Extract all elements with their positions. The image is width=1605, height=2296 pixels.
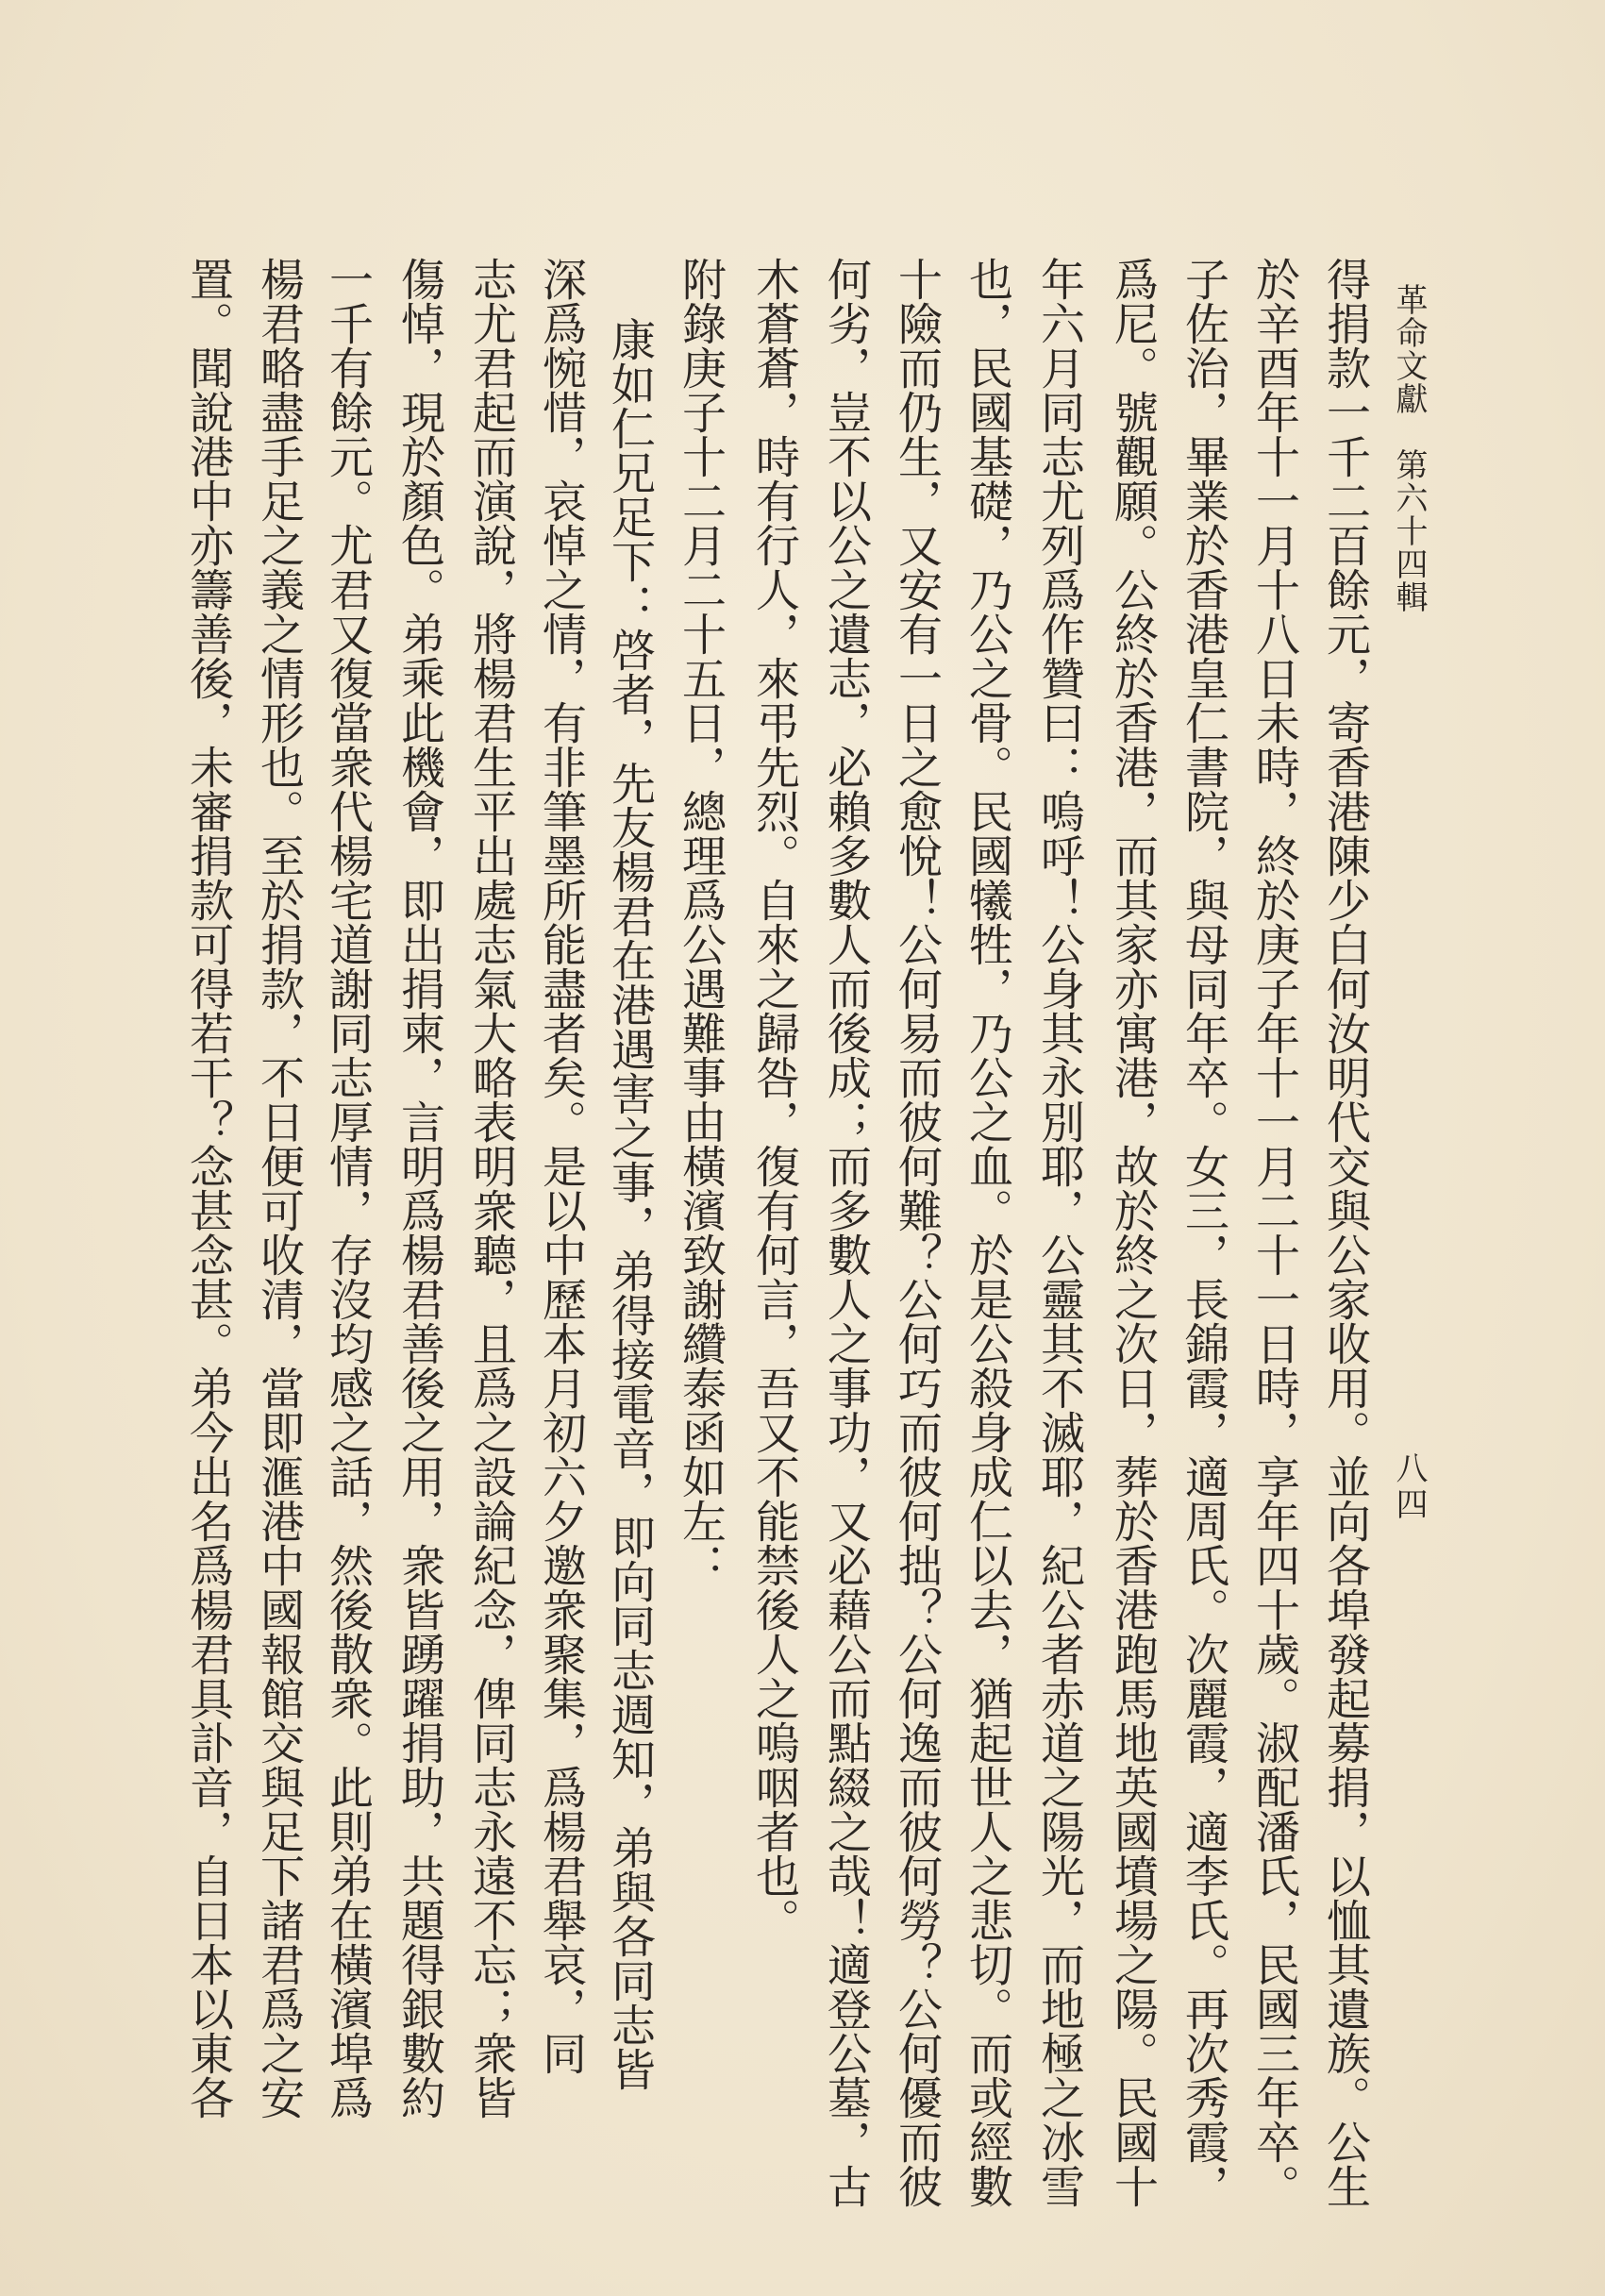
text-column-7: 十險而仍生，又安有一日之愈悅！公何易而彼何難？公何巧而彼何拙？公何逸而彼何勞？公何優而彼 <box>891 257 943 2208</box>
text-column-3: 子佐治，畢業於香港皇仁書院，與母同年卒。女三，長錦霞，適周氏。次麗霞，適李氏。再次秀霞， <box>1178 257 1229 2208</box>
text-column-12: 深爲惋惜，哀悼之情，有非筆墨所能盡者矣。是以中歷本月初六夕邀衆聚集，爲楊君舉哀，同 <box>535 257 587 2075</box>
text-column-14: 傷悼，現於顏色。弟乘此機會，即出捐柬，言明爲楊君善後之用，衆皆踴躍捐助，共題得銀數約 <box>393 257 445 2120</box>
letter-salutation-column: 康如仁兄足下：啓者，先友楊君在港遇害之事，弟得接電音，即向同志週知，弟與各同志皆 <box>604 317 656 2091</box>
text-column-8: 何劣，豈不以公之遺志，必賴多數人而後成；而多數人之事功，又必藉公而點綴之哉！適登公墓，古 <box>820 257 872 2208</box>
page-number: 八四 <box>1390 1451 1428 1523</box>
text-column-15: 一千有餘元。尤君又復當衆代楊宅道謝同志厚情，存沒均感之話，然後散衆。此則弟在橫濱埠爲 <box>322 257 374 2120</box>
text-column-5: 年六月同志尤列爲作贊曰：嗚呼！公身其永別耶，公靈其不滅耶，紀公者赤道之陽光，而地極之冰雪 <box>1033 257 1085 2208</box>
text-column-1: 得捐款一千二百餘元，寄香港陳少白何汝明代交與公家收用。並向各埠發起募捐，以恤其遺族。公生 <box>1319 257 1371 2208</box>
appendix-heading: 附錄庚子十二月二十五日，總理爲公遇難事由橫濱致謝纘泰函如左： <box>675 257 727 1587</box>
text-column-17: 置。聞說港中亦籌善後，未審捐款可得若干？念甚念甚。弟今出名爲楊君具訃音，自日本以東各 <box>182 257 234 2120</box>
text-column-2: 於辛酉年十一月十八日未時，終於庚子年十一月二十一日時，享年四十歲。淑配潘氏，民國三年卒。 <box>1248 257 1300 2208</box>
text-column-6: 也，民國基礎，乃公之骨。民國犧牲，乃公之血。於是公殺身成仁以去，猶起世人之悲切。而或經數 <box>961 257 1013 2208</box>
text-column-4: 爲尼。號觀願。公終於香港，而其家亦寓港，故於終之次日，葬於香港跑馬地英國墳場之陽。民國十 <box>1107 257 1159 2208</box>
text-column-16: 楊君略盡手足之義之情形也。至於捐款，不日便可收清，當即滙港中國報館交與足下諸君爲之安 <box>253 257 305 2120</box>
text-column-9: 木蒼蒼，時有行人，來弔先烈。自來之歸咎，復有何言，吾又不能禁後人之嗚咽者也。 <box>748 257 800 1942</box>
text-column-13: 志尤君起而演說，將楊君生平出處志氣大略表明衆聽，且爲之設論紀念，俾同志永遠不忘；衆皆 <box>465 257 517 2120</box>
running-head: 革命文獻 第六十四輯 <box>1390 283 1428 613</box>
